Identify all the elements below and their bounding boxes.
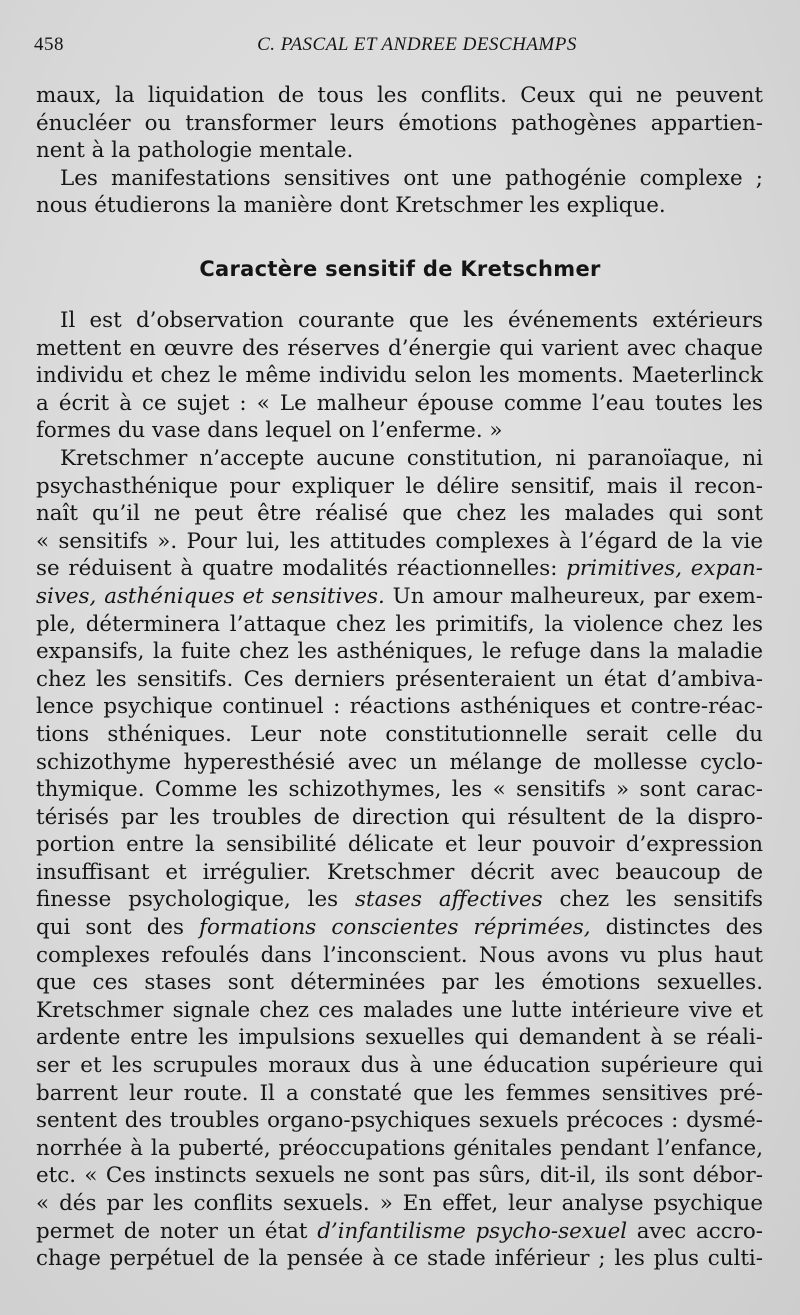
text-span: etc. « Ces instincts sexuels ne sont pas sûrs, dit-il, ils sont débor-	[36, 1163, 763, 1189]
text-line	[36, 82, 763, 110]
text-line	[36, 638, 763, 666]
text-span: insuffisant et irrégulier. Kretschmer décrit avec beaucoup de	[36, 859, 763, 885]
text-span: ser et les scrupules moraux dus à une éducation supérieure qui	[36, 1053, 763, 1079]
text-span: individu et chez le même individu selon les moments. Maeterlinck	[36, 363, 763, 389]
text-span: schizothyme hyperesthésié avec un mélange de mollesse cyclo-	[36, 749, 763, 775]
text-line	[36, 307, 763, 335]
text-span: Les manifestations sensitives ont une pathogénie complexe ;	[60, 165, 763, 191]
text-line	[36, 583, 763, 611]
text-span: « sensitifs ». Pour lui, les attitudes complexes à l’égard de la vie	[36, 528, 763, 554]
text-line	[36, 749, 763, 777]
text-line	[36, 611, 763, 639]
text-span: sentent des troubles organo-psychiques sexuels précoces : dysmé-	[36, 1108, 763, 1134]
text-line	[36, 666, 763, 694]
text-line	[36, 831, 763, 859]
text-line	[36, 165, 763, 193]
text-span: tions sthéniques. Leur note constitutionnelle serait celle du	[36, 721, 763, 747]
text-line	[36, 1245, 763, 1273]
text-span: avec accro-	[627, 1218, 763, 1244]
text-line	[36, 969, 763, 997]
text-span: ardente entre les impulsions sexuelles qui demandent à se réali-	[36, 1025, 763, 1051]
text-span: portion entre la sensibilité délicate et leur pouvoir d’expression	[36, 832, 763, 858]
running-title: C. PASCAL ET ANDREE DESCHAMPS	[257, 34, 577, 55]
text-line	[36, 1024, 763, 1052]
text-line	[36, 1218, 763, 1246]
text-span: Un amour malheureux, par exem-	[384, 583, 763, 609]
text-line	[36, 721, 763, 749]
text-line	[36, 473, 763, 501]
text-span: expansifs, la fuite chez les asthéniques, le refuge dans la maladie	[36, 639, 763, 665]
text-line	[36, 1162, 763, 1190]
text-span: Kretschmer signale chez ces malades une lutte intérieure vive et	[36, 997, 763, 1023]
text-span: permet de noter un état	[36, 1218, 318, 1244]
text-span: chez les sensitifs	[542, 887, 763, 913]
text-span: complexes refoulés dans l’inconscient. Nous avons vu plus haut	[36, 942, 763, 968]
text-line	[36, 500, 763, 528]
text-span: nous étudierons la manière dont Kretschmer les explique.	[36, 193, 666, 219]
text-line	[36, 555, 763, 583]
text-line	[36, 886, 763, 914]
text-span: psychasthénique pour expliquer le délire sensitif, mais il recon-	[36, 473, 763, 499]
text-line	[36, 335, 763, 363]
section-heading: Caractère sensitif de Kretschmer	[199, 257, 601, 281]
text-line	[36, 1135, 763, 1163]
text-span: se réduisent à quatre modalités réactionnelles:	[36, 556, 567, 582]
text-span: chage perpétuel de la pensée à ce stade inférieur ; les plus culti-	[36, 1246, 763, 1272]
text-line	[36, 137, 763, 165]
intro-paragraphs	[36, 82, 763, 220]
body-paragraphs	[36, 307, 763, 1273]
text-line	[36, 192, 763, 220]
text-span: lence psychique continuel : réactions asthéniques et contre-réac-	[36, 694, 763, 720]
text-span: térisés par les troubles de direction qui résultent de la dispro-	[36, 804, 763, 830]
text-line	[36, 776, 763, 804]
italic-text: primitives, expan-	[566, 556, 763, 582]
text-line	[36, 997, 763, 1025]
text-span: naît qu’il ne peut être réalisé que chez les malades qui sont	[36, 501, 763, 527]
text-span: a écrit à ce sujet : « Le malheur épouse comme l’eau toutes les	[36, 390, 763, 416]
text-line	[36, 445, 763, 473]
text-span: norrhée à la puberté, préoccupations génitales pendant l’enfance,	[36, 1135, 763, 1161]
italic-text: d’infantilisme psycho-sexuel	[317, 1218, 628, 1244]
text-line	[36, 417, 763, 445]
text-span: ple, déterminera l’attaque chez les primitifs, la violence chez les	[36, 611, 763, 637]
text-span: barrent leur route. Il a constaté que les femmes sensitives pré-	[36, 1080, 763, 1106]
text-line	[36, 362, 763, 390]
text-span: chez les sensitifs. Ces derniers présenteraient un état d’ambiva-	[36, 666, 763, 692]
text-span: « dés par les conflits sexuels. » En effet, leur analyse psychique	[36, 1191, 763, 1216]
text-line	[36, 528, 763, 556]
text-line	[36, 1080, 763, 1108]
text-line	[36, 390, 763, 418]
text-span: que ces stases sont déterminées par les émotions sexuelles.	[36, 970, 763, 996]
text-span: distinctes des	[590, 915, 763, 941]
text-span: Kretschmer n’accepte aucune constitution, ni paranoïaque, ni	[60, 445, 763, 471]
italic-text: stases affectives	[355, 887, 543, 913]
page-number: 458	[34, 34, 64, 55]
text-span: thymique. Comme les schizothymes, les « sensitifs » sont carac-	[36, 777, 763, 803]
text-line	[36, 693, 763, 721]
text-span: formes du vase dans lequel on l’enferme. »	[36, 418, 503, 444]
text-span: maux, la liquidation de tous les conflits. Ceux qui ne peuvent	[36, 83, 763, 108]
italic-text: formations conscientes réprimées,	[199, 915, 591, 941]
text-line	[36, 1107, 763, 1135]
text-line	[36, 1052, 763, 1080]
text-span: Il est d’observation courante que les événements extérieurs	[60, 308, 763, 333]
text-line	[36, 942, 763, 970]
text-span: énucléer ou transformer leurs émotions pathogènes appartien-	[36, 110, 763, 136]
text-span: qui sont des	[36, 915, 200, 941]
italic-text: sives, asthéniques et sensitives.	[36, 583, 385, 609]
text-line	[36, 804, 763, 832]
text-line	[36, 914, 763, 942]
text-line	[36, 110, 763, 138]
text-span: mettent en œuvre des réserves d’énergie qui varient avec chaque	[36, 335, 763, 361]
text-line	[36, 1190, 763, 1218]
running-header	[34, 34, 760, 60]
text-span: finesse psychologique, les	[36, 887, 356, 913]
text-span: nent à la pathologie mentale.	[36, 138, 354, 164]
text-line	[36, 859, 763, 887]
